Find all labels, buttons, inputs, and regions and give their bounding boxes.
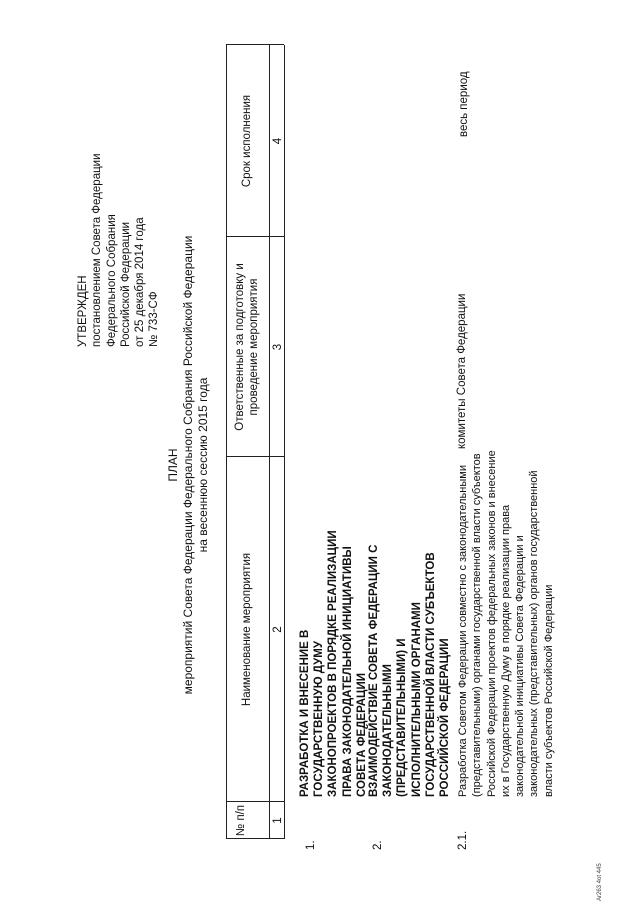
row-description: Разработка Советом Федерации совместно с законодательными (представительными) органами государственной власти субъектов Российской Федерации проектов федеральных законов и внесение их в Государственную Думу в порядке реализации права законодательной инициативы Совета Федерации и законодательных (представительных) органов государственной власти субъектов Российской Федерации <box>457 450 555 797</box>
column-number: 3 <box>272 343 284 351</box>
approval-line: от 25 декабря 2014 года <box>134 217 147 347</box>
column-number: 2 <box>272 626 284 633</box>
approval-line: постановлением Совета Федерации <box>91 153 104 347</box>
plan-title: ПЛАН <box>166 448 180 482</box>
approval-line: Федерального Собрания <box>105 214 118 347</box>
approval-line: № 733-СФ <box>148 291 161 347</box>
plan-subtitle-session: на весеннюю сессию 2015 года <box>196 377 210 553</box>
row-number: 2. <box>372 840 384 850</box>
table-border-top <box>226 45 227 839</box>
print-code: Ar263 4ot 445 <box>597 863 603 901</box>
row-deadline: весь период <box>458 71 470 137</box>
row-responsible: комитеты Совета Федерации <box>456 293 468 449</box>
plan-heading <box>166 185 211 745</box>
row-number: 2.1. <box>457 830 469 850</box>
header-name: Наименование мероприятия <box>241 552 253 707</box>
header-responsible: Ответственные за подготовку и проведение мероприятия <box>234 263 260 431</box>
column-number: 1 <box>272 817 284 824</box>
header-num: № п/п <box>235 804 247 837</box>
approval-stamp <box>76 153 162 347</box>
approval-line: УТВЕРЖДЕН <box>77 275 89 347</box>
row-section-title: РАЗРАБОТКА И ВНЕСЕНИЕ В ГОСУДАРСТВЕННУЮ ДУМУ ЗАКОНОПРОЕКТОВ В ПОРЯДКЕ РЕАЛИЗАЦИИ ПРАВА ЗАКОНОДАТЕЛЬНОЙ ИНИЦИАТИВЫ СОВЕТА ФЕДЕРАЦИИ <box>299 530 368 797</box>
approval-line: Российской Федерации <box>119 221 132 347</box>
plan-subtitle: мероприятий Совета Федерации Федерального Собрания Российской Федерации <box>181 235 195 695</box>
column-number: 4 <box>272 137 284 145</box>
header-deadline: Срок исполнения <box>241 94 253 188</box>
row-section-title: ВЗАИМОДЕЙСТВИЕ СОВЕТА ФЕДЕРАЦИИ С ЗАКОНОДАТЕЛЬНЫМИ (ПРЕДСТАВИТЕЛЬНЫМИ) И ИСПОЛНИТЕЛЬНЫМИ ОРГАНАМИ ГОСУДАРСТВЕННОЙ ВЛАСТИ СУБЪЕКТОВ РОССИЙСКОЙ ФЕДЕРАЦИИ <box>368 544 452 797</box>
table-header-divider <box>269 45 270 839</box>
row-number: 1. <box>305 840 317 850</box>
